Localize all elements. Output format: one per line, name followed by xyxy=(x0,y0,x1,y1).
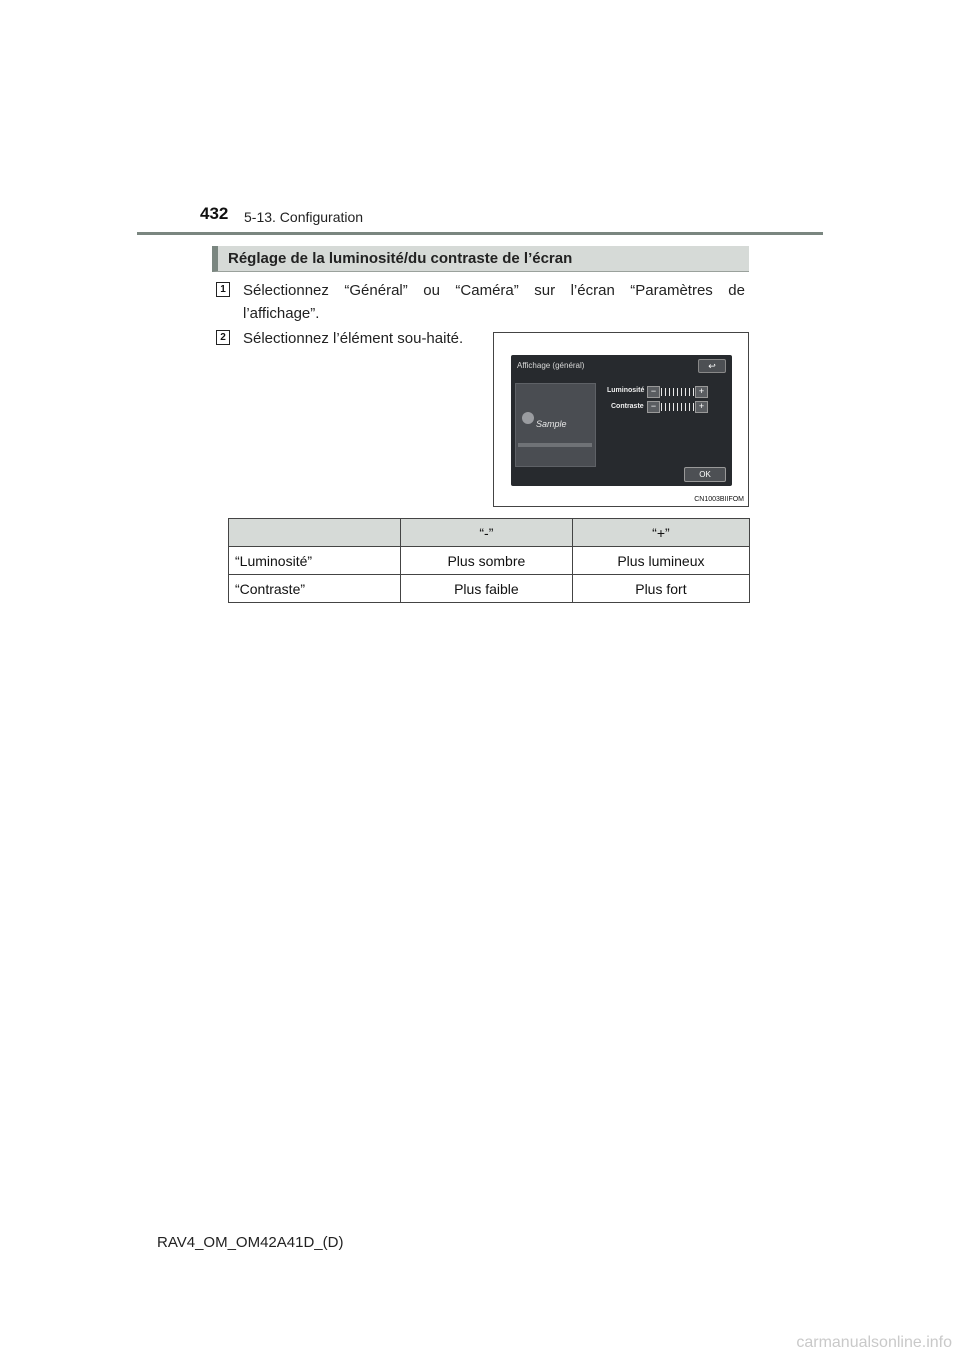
table-cell: Plus sombre xyxy=(400,547,572,575)
disc-icon xyxy=(522,412,534,424)
table-cell: Plus fort xyxy=(572,575,749,603)
page-number: 432 xyxy=(200,204,229,223)
table-header-cell xyxy=(229,519,401,547)
contraste-minus-button[interactable]: − xyxy=(647,401,660,413)
table-cell: “Contraste” xyxy=(229,575,401,603)
preview-panel xyxy=(515,383,596,467)
table-header-cell: “-” xyxy=(400,519,572,547)
step-2-text: Sélectionnez l’élément sou-haité. xyxy=(243,330,464,347)
step-2-number: 2 xyxy=(216,330,230,345)
luminosite-plus-button[interactable]: + xyxy=(695,386,708,398)
section-title: Réglage de la luminosité/du contraste de l’écran xyxy=(228,250,573,267)
preview-button-row xyxy=(518,443,592,447)
header-divider xyxy=(137,232,823,235)
table-header-row xyxy=(229,519,750,547)
table-header-cell: “+” xyxy=(572,519,749,547)
screen-title: Affichage (général) xyxy=(517,361,585,370)
table-cell: “Luminosité” xyxy=(229,547,401,575)
display-settings-figure xyxy=(493,332,749,507)
contraste-label: Contraste xyxy=(611,403,644,410)
section-label: 5-13. Configuration xyxy=(244,209,364,225)
luminosite-minus-button[interactable]: − xyxy=(647,386,660,398)
step-1-number: 1 xyxy=(216,282,230,297)
settings-table xyxy=(228,518,750,603)
display-screen xyxy=(511,355,732,486)
ok-button[interactable]: OK xyxy=(684,467,726,482)
table-cell: Plus faible xyxy=(400,575,572,603)
back-button[interactable] xyxy=(698,359,726,373)
luminosite-level-bar xyxy=(661,388,695,396)
back-icon: ↩ xyxy=(708,361,716,371)
contraste-plus-button[interactable]: + xyxy=(695,401,708,413)
table-row xyxy=(229,547,750,575)
contraste-level-bar xyxy=(661,403,695,411)
section-title-bar xyxy=(212,246,749,272)
luminosite-label: Luminosité xyxy=(607,387,645,394)
table-row xyxy=(229,575,750,603)
table-cell: Plus lumineux xyxy=(572,547,749,575)
step-1-text: Sélectionnez “Général” ou “Caméra” sur l’écran “Paramètres de l’affichage”. xyxy=(243,282,745,322)
figure-caption: CN1003BIIFOM xyxy=(694,496,744,503)
preview-sample-text: Sample xyxy=(536,419,567,429)
footer-code: RAV4_OM_OM42A41D_(D) xyxy=(157,1234,344,1251)
watermark: carmanualsonline.info xyxy=(796,1334,952,1351)
